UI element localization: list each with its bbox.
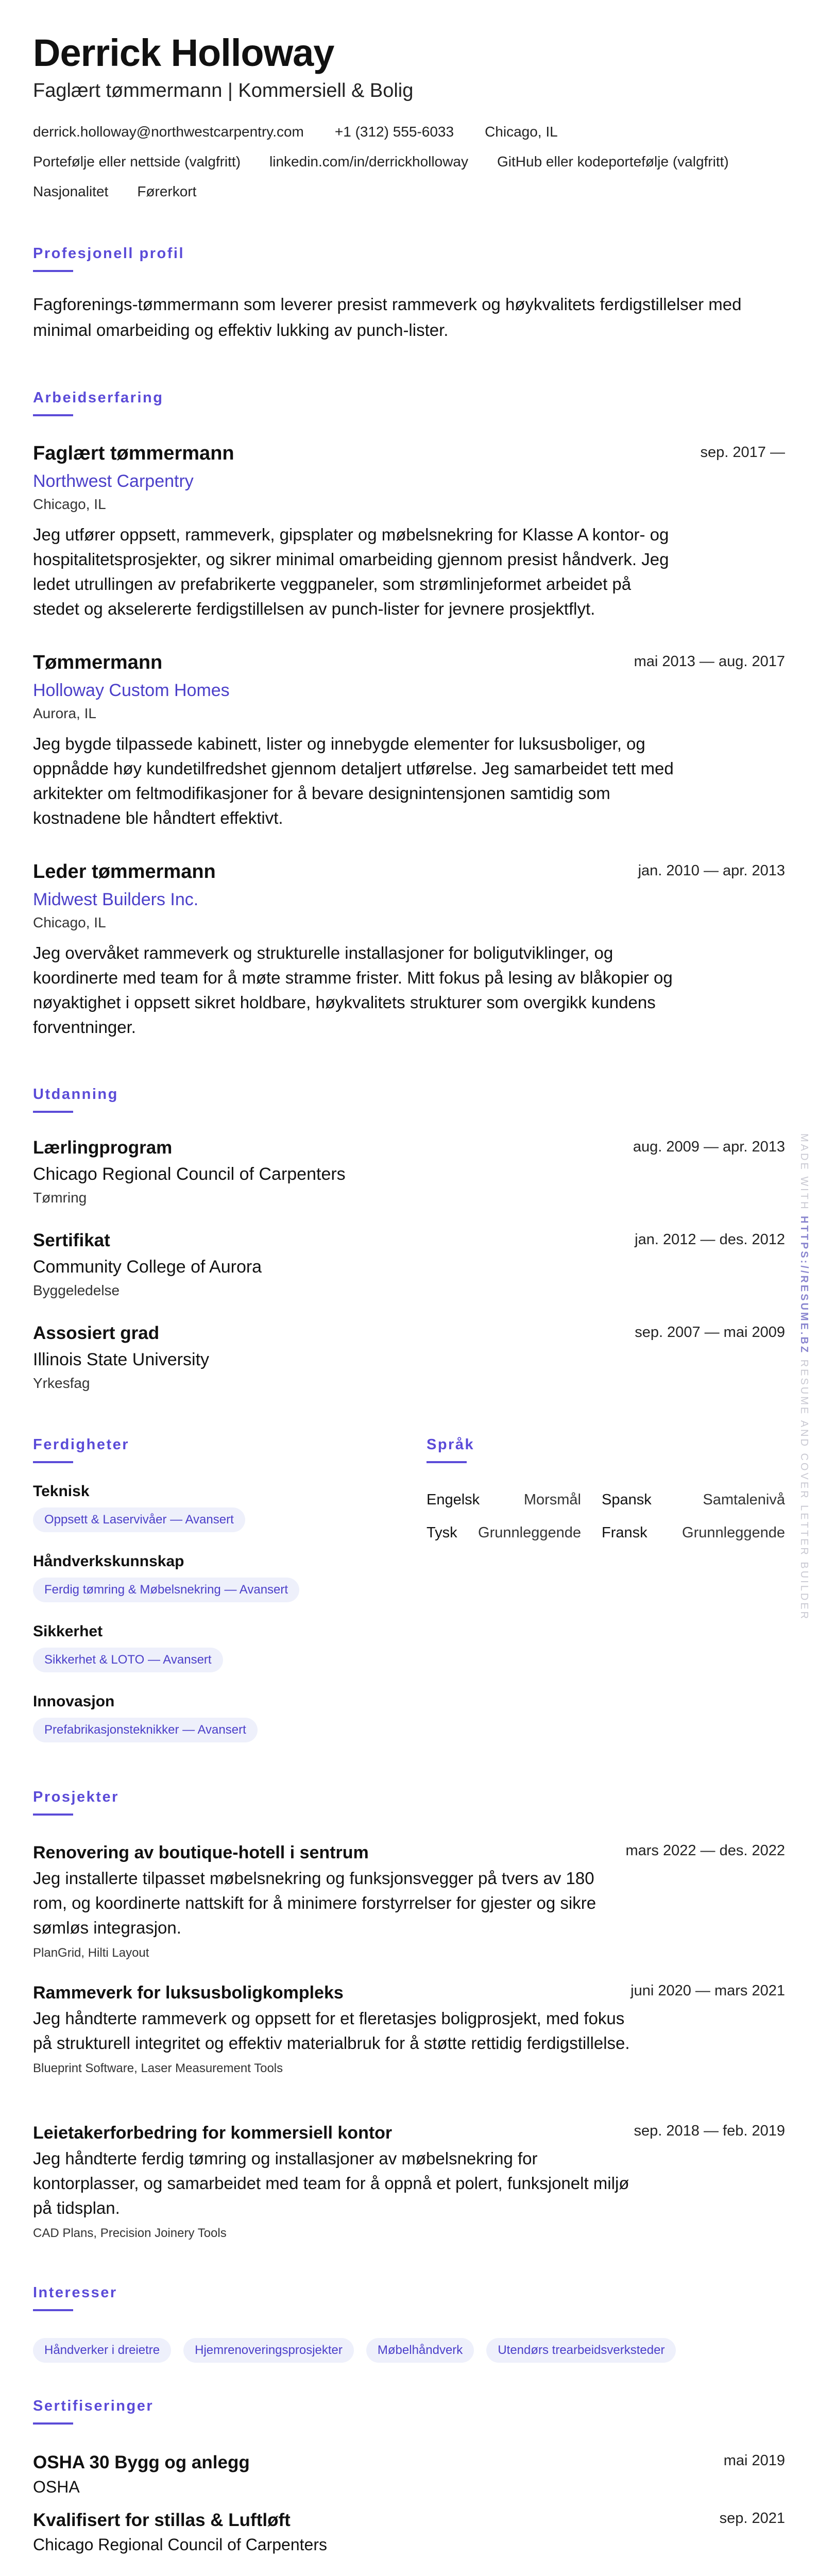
language-level: Grunnleggende (682, 1524, 785, 1541)
project-date: juni 2020 — mars 2021 (630, 1982, 785, 1999)
job-date: sep. 2017 — (700, 444, 785, 461)
education-school: Illinois State University (33, 1350, 210, 1369)
job-company: Holloway Custom Homes (33, 681, 230, 700)
contact-phone[interactable]: +1 (312) 555-6033 (334, 124, 454, 140)
section-title-projects: Prosjekter (33, 1789, 119, 1805)
section-title-skills: Ferdigheter (33, 1436, 130, 1453)
skill-chip: Prefabrikasjonsteknikker — Avansert (33, 1718, 258, 1742)
interests-list (33, 2338, 676, 2363)
language-item (427, 1490, 602, 1510)
education-degree: Assosiert grad (33, 1323, 160, 1343)
section-divider-education (33, 1111, 73, 1113)
interest-chip: Møbelhåndverk (366, 2338, 474, 2363)
section-title-profile: Profesjonell profil (33, 245, 185, 262)
section-divider-experience (33, 414, 73, 416)
job-location: Chicago, IL (33, 496, 106, 512)
contact-nationality: Nasjonalitet (33, 183, 109, 199)
education-item (33, 1229, 785, 1300)
contact-github[interactable]: GitHub eller kodeportefølje (valgfritt) (497, 154, 729, 170)
section-title-education: Utdanning (33, 1086, 118, 1103)
project-description: Jeg håndterte ferdig tømring og installasjoner av møbelsnekring for kontorplasser, og samarbeidet med team for å oppnå et polert, funksjonelt miljø på tidsplan. (33, 2149, 629, 2217)
contact-linkedin[interactable]: linkedin.com/in/derrickholloway (269, 154, 468, 170)
contact-location: Chicago, IL (485, 124, 558, 140)
contact-row-primary (33, 123, 558, 141)
job-company: Midwest Builders Inc. (33, 890, 199, 909)
language-item (427, 1523, 602, 1543)
candidate-name: Derrick Holloway (33, 31, 334, 74)
contact-portfolio[interactable]: Portefølje eller nettside (valgfritt) (33, 154, 241, 170)
section-divider-interests (33, 2309, 73, 2311)
skill-category: Teknisk (33, 1483, 90, 1500)
education-school: Chicago Regional Council of Carpenters (33, 1164, 346, 1184)
education-date: sep. 2007 — mai 2009 (635, 1324, 785, 1341)
certification-date: sep. 2021 (719, 2510, 785, 2527)
language-name: Engelsk (427, 1492, 480, 1508)
watermark-link[interactable]: HTTPS://RESUME.BZ (798, 1216, 810, 1355)
section-title-interests: Interesser (33, 2284, 117, 2301)
languages-grid (427, 1490, 785, 1543)
language-item (602, 1523, 785, 1543)
builder-watermark (798, 1133, 810, 1621)
profile-summary: Fagforenings-tømmermann som leverer presist rammeverk og høykvalitets ferdigstillelser med minimal omarbeiding og effektiv lukking av punch-lister. (33, 295, 742, 340)
education-field: Tømring (33, 1190, 87, 1206)
project-title: Renovering av boutique-hotell i sentrum (33, 1843, 369, 1862)
language-item (602, 1490, 785, 1510)
skill-chip: Ferdig tømring & Møbelsnekring — Avansert (33, 1578, 299, 1602)
education-degree: Lærlingprogram (33, 1138, 173, 1158)
project-date: sep. 2018 — feb. 2019 (634, 2123, 785, 2139)
skill-category: Innovasjon (33, 1693, 115, 1710)
skill-chip: Oppsett & Laservivåer — Avansert (33, 1507, 245, 1532)
watermark-suffix: RESUME AND COVER LETTER BUILDER (798, 1359, 810, 1621)
section-divider-certifications (33, 2422, 73, 2425)
job-date: jan. 2010 — apr. 2013 (638, 862, 785, 879)
contact-email[interactable]: derrick.holloway@northwestcarpentry.com (33, 124, 304, 140)
project-tools: PlanGrid, Hilti Layout (33, 1946, 149, 1960)
project-description: Jeg installerte tilpasset møbelsnekring og funksjonsvegger på tvers av 180 rom, og koordinerte nattskift for å minimere forstyrrelser for gjester og sikre sømløs integrasjon. (33, 1869, 597, 1937)
certification-item (33, 2509, 785, 2555)
watermark-prefix: MADE WITH (798, 1133, 810, 1211)
language-name: Fransk (602, 1524, 647, 1541)
job-date: mai 2013 — aug. 2017 (634, 653, 785, 670)
experience-item (33, 859, 785, 1040)
section-title-languages: Språk (427, 1436, 475, 1453)
section-title-certifications: Sertifiseringer (33, 2398, 154, 2414)
education-school: Community College of Aurora (33, 1257, 262, 1277)
project-item (33, 1841, 785, 1962)
certification-issuer: Chicago Regional Council of Carpenters (33, 2535, 327, 2554)
section-divider-languages (427, 1461, 467, 1463)
certification-title: Kvalifisert for stillas & Luftløft (33, 2510, 291, 2530)
skill-category: Håndverkskunnskap (33, 1553, 184, 1570)
language-level: Grunnleggende (478, 1524, 581, 1541)
project-item (33, 1981, 785, 2077)
project-title: Rammeverk for luksusboligkompleks (33, 1983, 344, 2003)
job-location: Aurora, IL (33, 705, 96, 721)
job-title: Leder tømmermann (33, 861, 216, 883)
job-title: Tømmermann (33, 652, 163, 673)
contact-row-extra (33, 182, 196, 201)
project-tools: Blueprint Software, Laser Measurement Tools (33, 2061, 283, 2075)
job-description: Jeg bygde tilpassede kabinett, lister og innebygde elementer for luksusboliger, og oppnådde høy kundetilfredshet gjennom detaljert utførelse. Jeg samarbeidet tett med arkitekter om feltmodifikasjoner for å bevare designintensjonen samtidig som kostnadene ble håndtert effektivt. (33, 734, 674, 827)
skill-category: Sikkerhet (33, 1623, 103, 1640)
project-tools: CAD Plans, Precision Joinery Tools (33, 2226, 227, 2240)
education-degree: Sertifikat (33, 1230, 110, 1250)
contact-row-links (33, 152, 729, 171)
job-location: Chicago, IL (33, 914, 106, 930)
education-date: aug. 2009 — apr. 2013 (633, 1139, 785, 1155)
language-name: Tysk (427, 1524, 457, 1541)
experience-item (33, 650, 785, 831)
section-divider-profile (33, 270, 73, 272)
project-date: mars 2022 — des. 2022 (625, 1842, 785, 1859)
section-divider-projects (33, 1814, 73, 1816)
section-divider-skills (33, 1461, 73, 1463)
education-item (33, 1137, 785, 1208)
interest-chip: Utendørs trearbeidsverksteder (486, 2338, 676, 2363)
education-field: Byggeledelse (33, 1282, 120, 1298)
language-name: Spansk (602, 1492, 652, 1508)
certification-date: mai 2019 (723, 2452, 785, 2469)
project-item (33, 2122, 785, 2242)
job-title: Faglært tømmermann (33, 443, 234, 464)
certification-item (33, 2451, 785, 2498)
job-description: Jeg utfører oppsett, rammeverk, gipsplater og møbelsnekring for Klasse A kontor- og hospitalitetsprosjekter, og sikrer minimal omarbeiding gjennom presist håndverk. Jeg ledet utrullingen av prefabrikerte veggpaneler, som strømlinjeformet arbeidet på stedet og akselererte ferdigstillelsen av punch-lister for jevnere prosjektflyt. (33, 525, 669, 618)
project-title: Leietakerforbedring for kommersiell kontor (33, 2123, 393, 2143)
language-level: Morsmål (523, 1492, 581, 1508)
candidate-headline: Faglært tømmermann | Kommersiell & Bolig (33, 80, 414, 101)
job-company: Northwest Carpentry (33, 471, 194, 491)
interest-chip: Håndverker i dreietre (33, 2338, 171, 2363)
language-level: Samtalenivå (703, 1492, 785, 1508)
education-date: jan. 2012 — des. 2012 (635, 1231, 785, 1248)
certification-issuer: OSHA (33, 2478, 80, 2496)
job-description: Jeg overvåket rammeverk og strukturelle installasjoner for boligutviklinger, og koordinerte med team for å møte stramme frister. Mitt fokus på lesing av blåkopier og nøyaktighet i oppsett sikret holdbare, høykvalitets strukturer som overgikk kundens forventninger. (33, 943, 673, 1037)
education-item (33, 1322, 785, 1393)
certification-title: OSHA 30 Bygg og anlegg (33, 2452, 250, 2472)
skill-chip: Sikkerhet & LOTO — Avansert (33, 1648, 223, 1672)
education-field: Yrkesfag (33, 1375, 90, 1391)
section-title-experience: Arbeidserfaring (33, 389, 164, 406)
project-description: Jeg håndterte rammeverk og oppsett for et fleretasjes boligprosjekt, med fokus på strukturell integritet og effektiv materialbruk for å støtte rettidig ferdigstillelse. (33, 2009, 630, 2053)
interest-chip: Hjemrenoveringsprosjekter (183, 2338, 354, 2363)
contact-license: Førerkort (137, 183, 197, 199)
experience-item (33, 441, 785, 621)
